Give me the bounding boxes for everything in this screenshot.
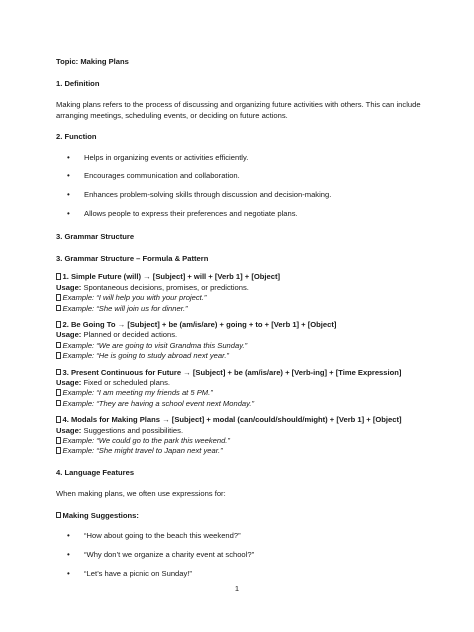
bullet-icon: • — [67, 208, 70, 218]
list-item-text: Enhances problem-solving skills through discussion and decision-making. — [84, 190, 332, 200]
pattern-example: Example: “They are having a school event next Monday.” — [56, 399, 428, 409]
list-item-text: “Let’s have a picnic on Sunday!” — [84, 568, 192, 578]
bullet-icon: • — [67, 568, 70, 578]
grammar-pattern — [56, 415, 428, 457]
pattern-usage: Usage: Spontaneous decisions, promises, or predictions. — [56, 282, 249, 292]
bullet-icon: • — [67, 531, 70, 541]
grammar-pattern — [56, 320, 428, 362]
pattern-usage: Usage: Suggestions and possibilities. — [56, 425, 184, 435]
list-item-text: Allows people to express their preferences and negotiate plans. — [84, 208, 298, 218]
bullet-icon: • — [67, 152, 70, 162]
missing-glyph-icon — [56, 369, 61, 376]
list-item-text: Helps in organizing events or activities efficiently. — [84, 152, 249, 162]
language-heading: 4. Language Features — [56, 467, 135, 477]
bullet-icon: • — [67, 190, 70, 200]
function-heading: 2. Function — [56, 132, 97, 141]
missing-glyph-icon — [56, 447, 61, 454]
missing-glyph-icon — [56, 342, 61, 349]
pattern-title: 3. Present Continuous for Future → [Subject] + be (am/is/are) + [Verb-ing] + [Time Expression] — [56, 368, 428, 378]
grammar-pattern — [56, 368, 428, 410]
list-item-text: “How about going to the beach this weekend?” — [84, 531, 241, 541]
pattern-example: Example: “We could go to the park this weekend.” — [56, 436, 428, 446]
missing-glyph-icon — [56, 273, 61, 280]
suggestions-heading: Making Suggestions: — [56, 511, 428, 522]
function-list — [56, 153, 428, 220]
topic-title: Topic: Making Plans — [56, 57, 129, 66]
list-item-text: “Why don’t we organize a charity event at school?” — [84, 550, 255, 560]
missing-glyph-icon — [56, 400, 61, 407]
missing-glyph-icon — [56, 294, 61, 301]
list-item — [56, 531, 428, 542]
language-intro: When making plans, we often use expressions for: — [56, 489, 226, 499]
grammar-heading: 3. Grammar Structure — [56, 232, 135, 242]
pattern-title: 4. Modals for Making Plans → [Subject] + modal (can/could/should/might) + [Verb 1] + [Object] — [56, 415, 428, 425]
list-item — [56, 153, 428, 164]
pattern-example: Example: “I am meeting my friends at 5 PM.” — [56, 388, 428, 398]
list-item-text: Encourages communication and collaboration. — [84, 171, 240, 181]
pattern-example: Example: “She will join us for dinner.” — [56, 304, 428, 314]
missing-glyph-icon — [56, 437, 61, 444]
list-item — [56, 550, 428, 561]
list-item — [56, 569, 428, 580]
missing-glyph-icon — [56, 321, 61, 328]
list-item — [56, 171, 428, 182]
pattern-title: 2. Be Going To → [Subject] + be (am/is/are) + going + to + [Verb 1] + [Object] — [56, 320, 428, 330]
list-item — [56, 209, 428, 220]
suggestions-list — [56, 531, 428, 579]
page-number: 1 — [234, 584, 240, 593]
bullet-icon: • — [67, 550, 70, 560]
missing-glyph-icon — [56, 416, 61, 423]
grammar-pattern — [56, 272, 428, 314]
missing-glyph-icon — [56, 352, 61, 359]
missing-glyph-icon — [56, 512, 61, 519]
missing-glyph-icon — [56, 305, 61, 312]
pattern-example: Example: “He is going to study abroad next year.” — [56, 351, 428, 361]
pattern-usage: Usage: Planned or decided actions. — [56, 330, 178, 340]
pattern-example: Example: “We are going to visit Grandma this Sunday.” — [56, 341, 428, 351]
definition-text: Making plans refers to the process of discussing and organizing future activities with others. This can include arranging meetings, scheduling events, or deciding on future actions. — [56, 100, 421, 120]
document-body — [56, 57, 428, 579]
bullet-icon: • — [67, 171, 70, 181]
pattern-title: 1. Simple Future (will) → [Subject] + will + [Verb 1] + [Object] — [56, 272, 428, 282]
list-item — [56, 190, 428, 201]
missing-glyph-icon — [56, 389, 61, 396]
pattern-example: Example: “I will help you with your project.” — [56, 293, 428, 303]
pattern-usage: Usage: Fixed or scheduled plans. — [56, 378, 170, 388]
pattern-example: Example: “She might travel to Japan next year.” — [56, 446, 428, 456]
definition-heading: 1. Definition — [56, 78, 100, 88]
grammar-subheading: 3. Grammar Structure – Formula & Pattern — [56, 253, 209, 263]
